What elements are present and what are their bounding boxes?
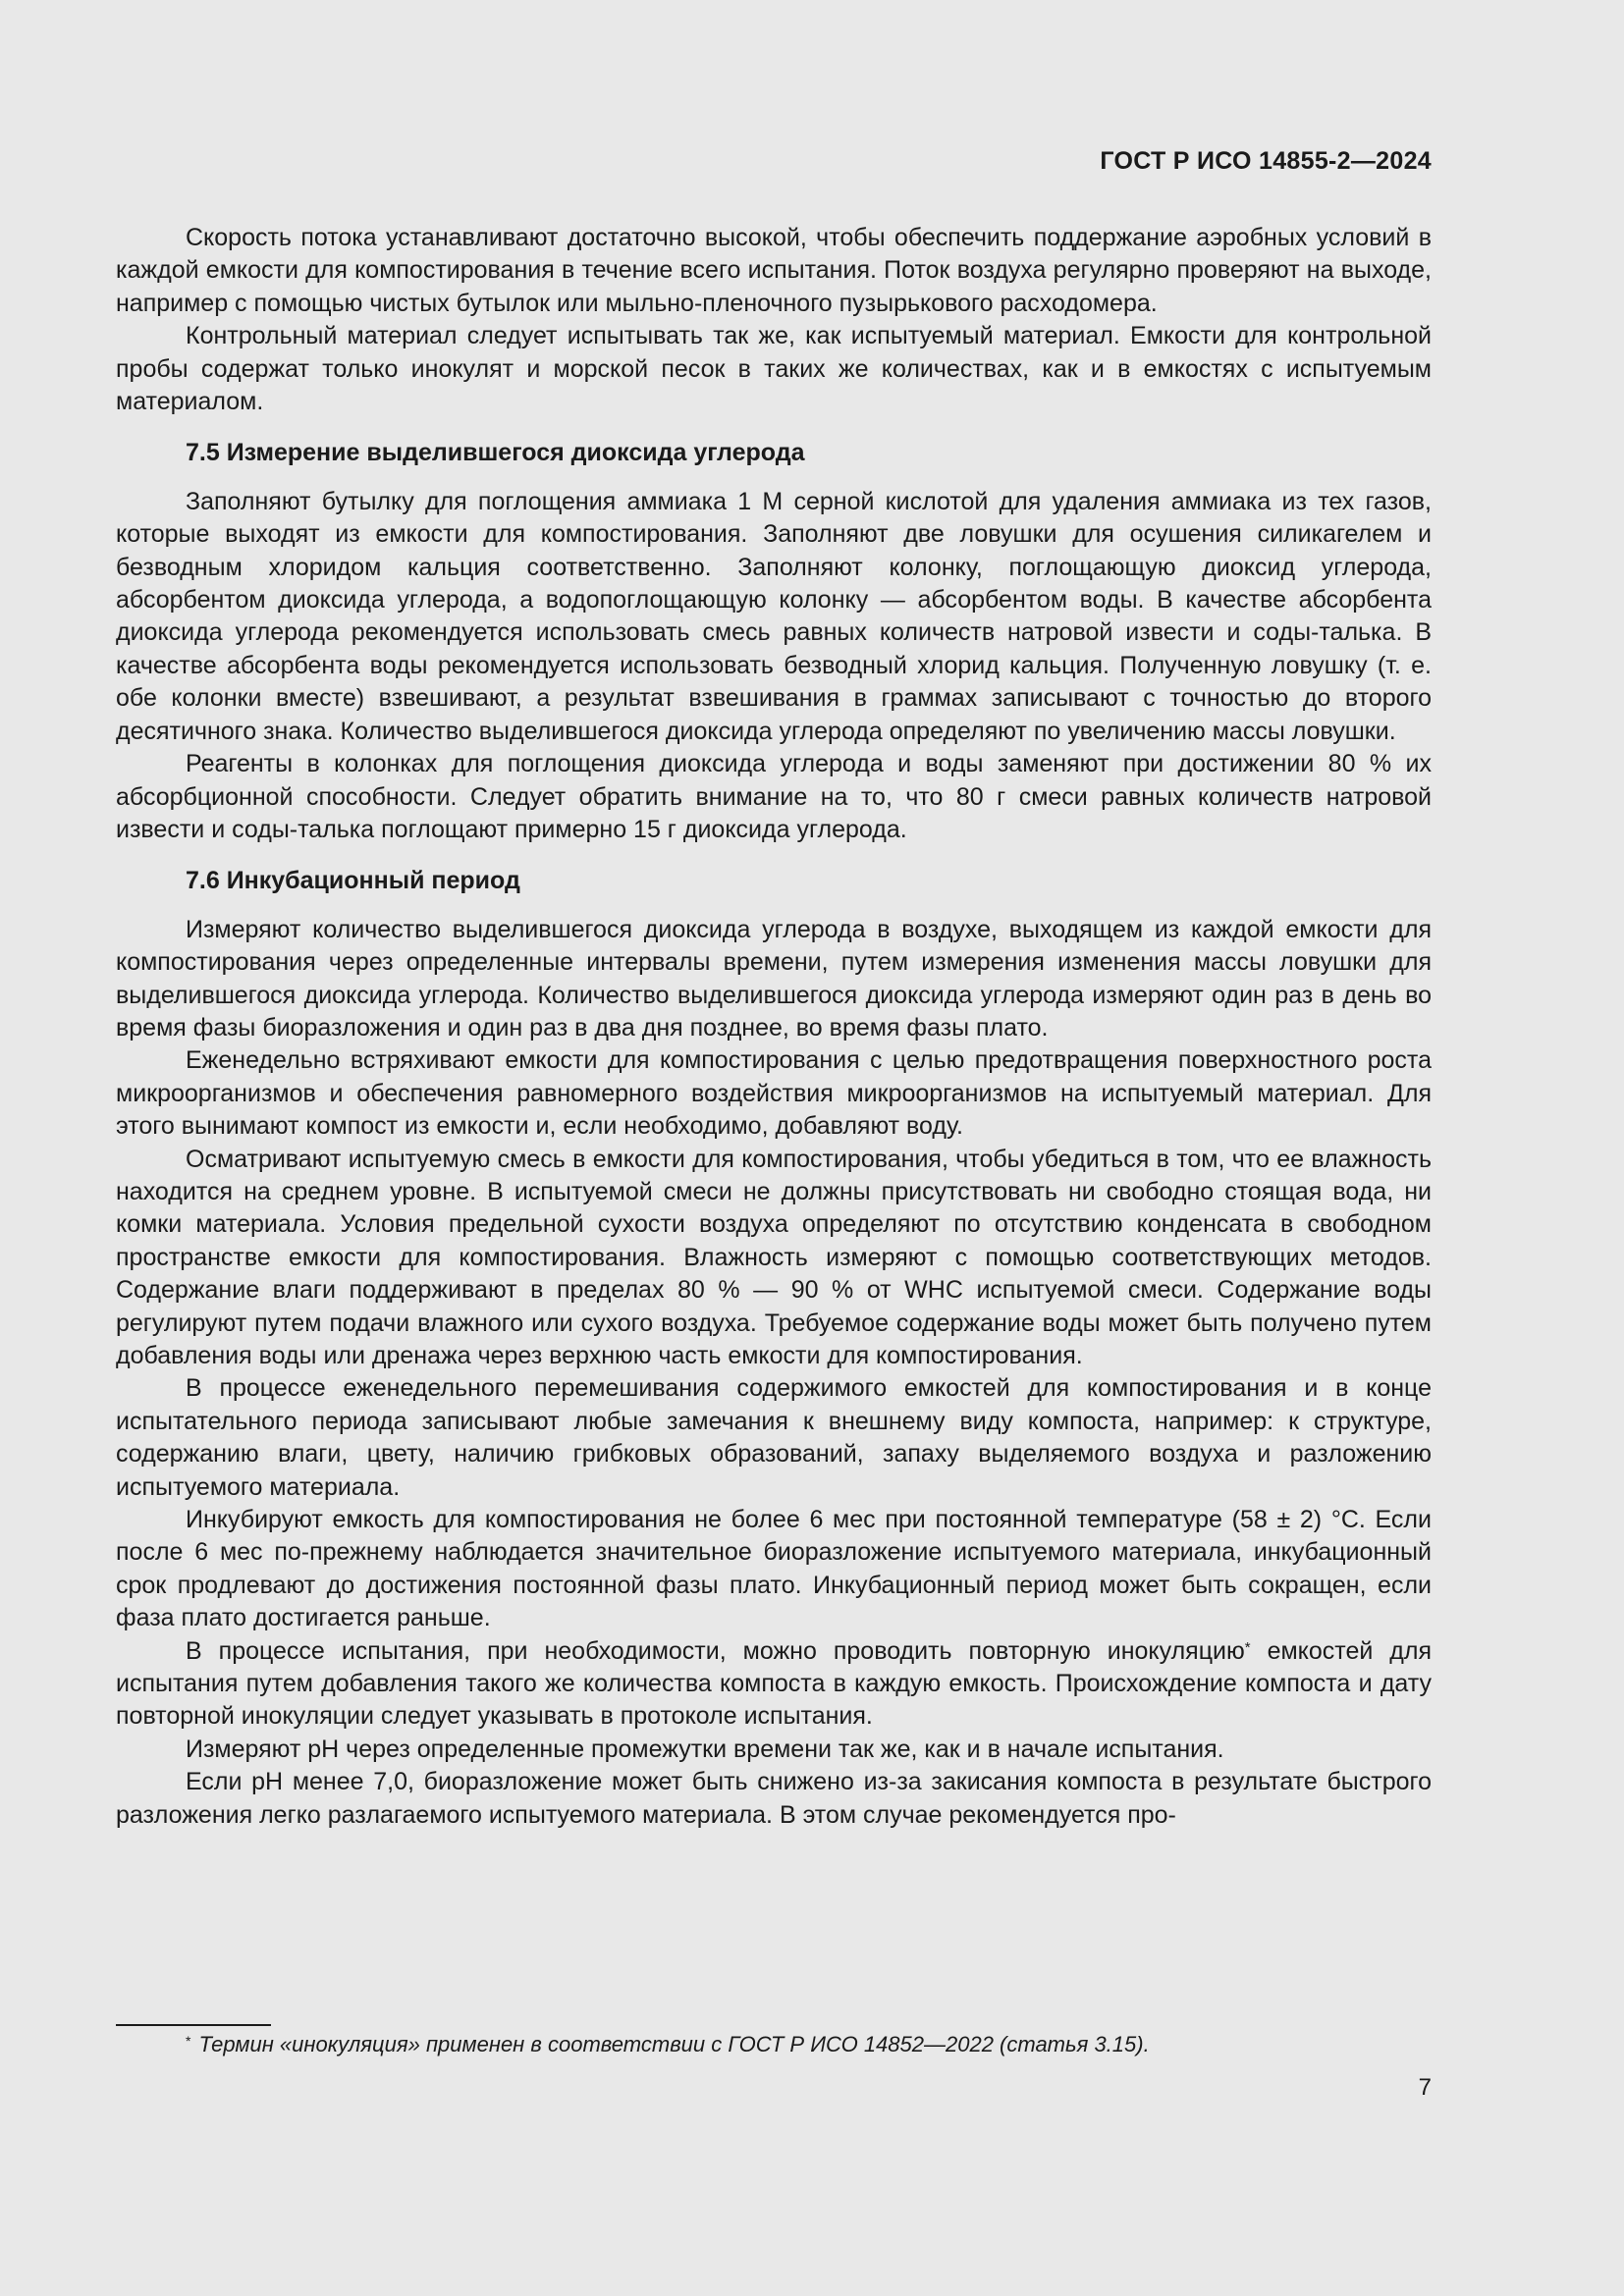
paragraph: Измеряют количество выделившегося диоксида углерода в воздухе, выходящем из каждой емкости для компостирования через определенные интервалы времени, путем измерения изменения массы ловушки для выделившегося диоксида углерода. Количество выделившегося диоксида углерода измеряют один раз в день во время фазы биоразложения и один раз в два дня позднее, во время фазы плато. [116,915,1432,1041]
paragraph-text: В процессе испытания, при необходимости, можно проводить повторную инокуляцию [186,1636,1245,1665]
footnote-reference: * [1244,1638,1251,1656]
paragraph: Скорость потока устанавливают достаточно высокой, чтобы обеспечить поддержание аэробных условий в каждой емкости для компостирования в течение всего испытания. Поток воздуха регулярно проверяют на выходе, например с помощью чистых бутылок или мыльно-пленочного пузырькового расходомера. [116,224,1432,317]
paragraph: Осматривают испытуемую смесь в емкости для компостирования, чтобы убедиться в том, что ее влажность находится на среднем уровне. В испытуемой смеси не должны присутствовать ни свободно стоящая вода, ни комки материала. Условия предельной сухости воздуха определяют по отсутствию конденсата в свободном пространстве емкости для компостирования. Влажность измеряют с помощью соответствующих методов. Содержание влаги поддерживают в пределах 80 % — 90 % от WHC испытуемой смеси. Содержание воды регулируют путем подачи влажного или сухого воздуха. Требуемое содержание воды может быть получено путем добавления воды или дренажа через верхнюю часть емкости для компостирования. [116,1145,1432,1369]
paragraph: Если pH менее 7,0, биоразложение может быть снижено из-за закисания компоста в результате быстрого разложения легко разлагаемого испытуемого материала. В этом случае рекомендуется про- [116,1768,1432,1829]
paragraph: В процессе еженедельного перемешивания содержимого емкостей для компостирования и в конце испытательного периода записывают любые замечания к внешнему виду компоста, например: к структуре, содержанию влаги, цвету, наличию грибковых образований, запаху выделяемого воздуха и разложению испытуемого материала. [116,1374,1432,1501]
document-header: ГОСТ Р ИСО 14855-2—2024 [1100,147,1432,175]
paragraph: Еженедельно встряхивают емкости для компостирования с целью предотвращения поверхностного роста микроорганизмов и обеспечения равномерного воздействия микроорганизмов на испытуемый материал. Для этого вынимают компост из емкости и, если необходимо, добавляют воду. [116,1046,1432,1141]
document-body [116,222,1432,1832]
footnote-mark: * [186,2033,191,2049]
footnote-divider [116,2024,271,2026]
section-heading-7-6: 7.6 Инкубационный период [186,867,520,895]
paragraph-reinoculation [116,1635,1432,1734]
paragraph: Измеряют pH через определенные промежутки времени так же, как и в начале испытания. [186,1735,1224,1763]
paragraph-text: емкостей для испытания путем добавления такого же количества компоста в каждую емкость. Происхождение компоста и дату повторной инокуляции следует указывать в протоколе испытания. [116,1636,1433,1731]
paragraph: Заполняют бутылку для поглощения аммиака 1 М серной кислотой для удаления аммиака из тех газов, которые выходят из емкости для компостирования. Заполняют две ловушки для осушения силикагелем и безводным хлоридом кальция соответственно. Заполняют колонку, поглощающую диоксид углерода, абсорбентом диоксида углерода, а водопоглощающую колонку — абсорбентом воды. В качестве абсорбента диоксида углерода рекомендуется использовать смесь равных количеств натровой извести и соды-талька. В качестве абсорбента воды рекомендуется использовать безводный хлорид кальция. Полученную ловушку (т. е. обе колонки вместе) взвешивают, а результат взвешивания в граммах записывают с точностью до второго десятичного знака. Количество выделившегося диоксида углерода определяют по увеличению массы ловушки. [116,487,1432,745]
footnote [186,2030,1150,2059]
section-heading-7-5: 7.5 Измерение выделившегося диоксида углерода [186,439,805,467]
footnote-text: Термин «инокуляция» применен в соответствии с ГОСТ Р ИСО 14852—2022 (статья 3.15). [198,2032,1150,2056]
page-number: 7 [1418,2074,1432,2101]
paragraph: Контрольный материал следует испытывать так же, как испытуемый материал. Емкости для контрольной пробы содержат только инокулят и морской песок в таких же количествах, как и в емкостях с испытуемым материалом. [116,322,1432,416]
paragraph: Инкубируют емкость для компостирования не более 6 мес при постоянной температуре (58 ± 2) °С. Если после 6 мес по-прежнему наблюдается значительное биоразложение испытуемого материала, инкубационный срок продлевают до достижения постоянной фазы плато. Инкубационный период может быть сокращен, если фаза плато достигается раньше. [116,1506,1432,1632]
paragraph: Реагенты в колонках для поглощения диоксида углерода и воды заменяют при достижении 80 % их абсорбционной способности. Следует обратить внимание на то, что 80 г смеси равных количеств натровой извести и соды-талька поглощают примерно 15 г диоксида углерода. [116,750,1432,843]
